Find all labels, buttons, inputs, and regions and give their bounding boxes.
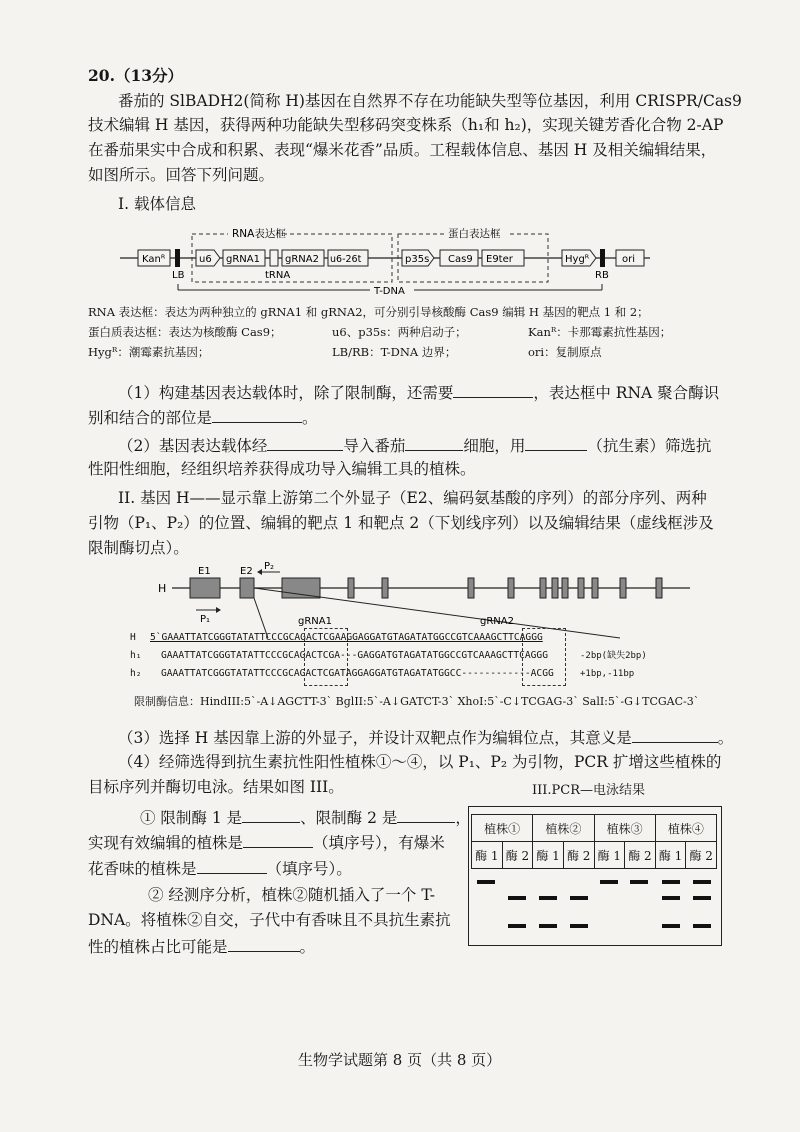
exon-13 — [620, 578, 626, 598]
intro-line-1: 番茄的 SlBADH2(简称 H)基因在自然界不存在功能缺失型等位基因，利用 CRISPR/Cas9 — [118, 92, 742, 110]
gel-band — [539, 924, 557, 928]
gel-band — [539, 896, 557, 900]
q4-sub1-line-3: 花香味的植株是 （填序号）。 — [88, 857, 352, 879]
lane-enzyme2: 酶 2 — [625, 842, 656, 869]
intro-line-3: 在番茄果实中合成和积累、表现“爆米花香”品质。工程载体信息、基因 H 及相关编辑结果， — [88, 141, 717, 159]
page-footer: 生物学试题第 8 页（共 8 页） — [298, 1051, 502, 1069]
protein-box-label: 蛋白表达框 — [448, 228, 501, 240]
legend-kan: Kanᴿ：卡那霉素抗性基因； — [528, 325, 672, 339]
exon-10 — [562, 578, 568, 598]
legend-hyg: Hygᴿ：潮霉素抗基因； — [88, 345, 210, 359]
q3-blank[interactable] — [632, 726, 718, 743]
site-box-2 — [522, 628, 566, 686]
q4-sub1-line-1: ① 限制酶 1 是 、限制酶 2 是 ， — [140, 806, 471, 828]
gel-band — [693, 896, 711, 900]
cas9-element: Cas9 — [448, 254, 473, 265]
ratio-blank[interactable] — [228, 935, 300, 952]
q4-line-1: （4）经筛选得到抗生素抗性阳性植株①～④，以 P₁、P₂ 为引物，PCR 扩增这些植株的 — [118, 753, 722, 771]
hyg-element: Hygᴿ — [565, 254, 590, 265]
edited-plants-blank[interactable] — [243, 831, 313, 848]
gel-band — [477, 880, 495, 884]
seq-label-h1: h₁ — [130, 650, 142, 661]
gel-band — [693, 880, 711, 884]
section1-title: I. 载体信息 — [118, 195, 196, 213]
legend-lb-rb: LB/RB：T-DNA 边界； — [332, 345, 457, 359]
exon-e2 — [240, 578, 254, 598]
grna1-element: gRNA1 — [226, 254, 260, 265]
intro-line-4: 如图所示。回答下列问题。 — [88, 166, 275, 184]
q2-line-1: （2）基因表达载体经 导入番茄 细胞，用 （抗生素）筛选抗 — [118, 434, 711, 456]
gel-band — [662, 924, 680, 928]
gel-band — [600, 880, 618, 884]
q1-blank-1[interactable] — [453, 381, 533, 398]
lane-enzyme1: 酶 1 — [472, 842, 503, 869]
plant-3-header: 植株③ — [594, 815, 655, 842]
gene-h-label: H — [158, 582, 167, 595]
aroma-plants-blank[interactable] — [197, 857, 267, 874]
e2-label: E2 — [240, 566, 253, 577]
plant-4-header: 植株④ — [655, 815, 716, 842]
rb-border-mark — [600, 249, 605, 267]
legend-ori: ori：复制原点 — [528, 345, 602, 359]
section2-line-2: 引物（P₁、P₂）的位置、编辑的靶点 1 和靶点 2（下划线序列）以及编辑结果（虚线框涉及 — [88, 514, 714, 532]
exon-12 — [592, 578, 598, 598]
gel-band — [662, 896, 680, 900]
gel-band — [693, 924, 711, 928]
seq-label-h2: h₂ — [130, 668, 142, 679]
e1-label: E1 — [198, 566, 211, 577]
lb-border-mark — [175, 249, 180, 267]
exon-7 — [508, 578, 514, 598]
exon-14 — [656, 578, 662, 598]
exon-5 — [382, 578, 388, 598]
trna-label: tRNA — [265, 270, 291, 281]
lane-enzyme2: 酶 2 — [686, 842, 717, 869]
q2-blank-3[interactable] — [525, 434, 587, 451]
legend-line-1: RNA 表达框：表达为两种独立的 gRNA1 和 gRNA2，可分别引导核酸酶 Cas9 编辑 H 基因的靶点 1 和 2； — [88, 305, 649, 319]
u6-26t-element: u6-26t — [330, 254, 362, 265]
seq-note-h1: -2bp(缺失2bp) — [580, 651, 647, 661]
exon-11 — [578, 578, 584, 598]
rb-label: RB — [595, 270, 609, 281]
q2-line-2: 性阳性细胞，经组织培养获得成功导入编辑工具的植株。 — [88, 460, 476, 478]
q2-blank-1[interactable] — [267, 434, 343, 451]
lane-enzyme2: 酶 2 — [502, 842, 533, 869]
enzyme-info: 限制酶信息：HindIII:5`-A↓AGCTT-3` BglII:5`-A↓GATCT-3` XhoI:5`-C↓TCGAG-3` SalI:5`-G↓TCGAC-3` — [134, 695, 700, 708]
q4-sub2-line-2: DNA。将植株②自交，子代中有香味且不具抗生素抗 — [88, 911, 451, 929]
q1-line-2: 别和结合的部位是 。 — [88, 406, 318, 428]
u6-element: u6 — [199, 254, 212, 265]
q4-sub2-line-1: ② 经测序分析，植株②随机插入了一个 T- — [148, 886, 435, 904]
gel-band — [508, 896, 526, 900]
e9ter-element: E9ter — [486, 254, 513, 265]
seq-label-h: H — [130, 632, 136, 643]
q1-line-1: （1）构建基因表达载体时，除了限制酶，还需要 ，表达框中 RNA 聚合酶识 — [118, 381, 719, 403]
gel-title: III.PCR—电泳结果 — [532, 783, 646, 798]
vector-diagram — [120, 218, 680, 298]
ori-element: ori — [622, 254, 636, 265]
q2-blank-2[interactable] — [405, 434, 463, 451]
section2-line-3: 限制酶切点）。 — [88, 539, 189, 557]
gel-band — [570, 924, 588, 928]
site-box-1 — [304, 628, 348, 686]
q4-line-2: 目标序列并酶切电泳。结果如图 III。 — [88, 778, 344, 796]
gel-band — [662, 880, 680, 884]
legend-protein-box: 蛋白质表达框：表达为核酸酶 Cas9； — [88, 325, 282, 339]
legend-promoters: u6、p35s：两种启动子； — [332, 325, 467, 339]
enzyme1-blank[interactable] — [242, 806, 300, 823]
seq-h1: GAAATTATCGGGTATATTCCCGCAGACTCGA---GAGGATGTAGATATGGCCGTCAAAGCTTCAGGG — [161, 650, 548, 661]
plant-2-header: 植株② — [533, 815, 594, 842]
grna1-label: gRNA1 — [298, 616, 332, 627]
exon-e1 — [190, 578, 220, 598]
intro-line-2: 技术编辑 H 基因，获得两种功能缺失型移码突变株系（h₁和 h₂)，实现关键芳香化合物 2-AP — [88, 116, 724, 134]
lb-label: LB — [172, 270, 185, 281]
lane-enzyme1: 酶 1 — [533, 842, 564, 869]
exon-8 — [540, 578, 546, 598]
exon-9 — [552, 578, 558, 598]
seq-h: 5`GAAATTATCGGGTATATTCCCGCAGACTCGAAGGAGGATGTAGATATGGCCGTCAAAGCTTCAGGG — [150, 632, 543, 643]
grna2-element: gRNA2 — [285, 254, 319, 265]
lane-enzyme1: 酶 1 — [594, 842, 625, 869]
rna-box-label: RNA表达框 — [232, 228, 286, 240]
question-number: 20.（13分） — [88, 66, 184, 85]
enzyme2-blank[interactable] — [397, 806, 455, 823]
exon-3 — [282, 578, 320, 598]
lane-enzyme2: 酶 2 — [563, 842, 594, 869]
gel-header-table — [471, 814, 717, 869]
kan-element: Kanᴿ — [142, 254, 166, 265]
gel-band — [630, 880, 648, 884]
lane-enzyme1: 酶 1 — [655, 842, 686, 869]
trna-element — [270, 250, 278, 266]
seq-note-h2: +1bp,-11bp — [580, 669, 635, 679]
gel-band — [570, 896, 588, 900]
exon-6 — [468, 578, 474, 598]
gel-band — [508, 924, 526, 928]
q4-sub2-line-3: 性的植株占比可能是 。 — [88, 935, 315, 957]
primer-p2-label: P₂ — [264, 561, 275, 572]
p35s-element: p35s — [405, 254, 430, 265]
plant-1-header: 植株① — [472, 815, 533, 842]
tdna-label: T-DNA — [374, 286, 405, 297]
seq-h2: GAAATTATCGGGTATATTCCCGCAGACTCGATAGGAGGATGTAGATATGGCC------------ACGG — [161, 668, 554, 679]
q4-sub1-line-2: 实现有效编辑的植株是 （填序号），有爆米 — [88, 831, 445, 853]
q3-line: （3）选择 H 基因靠上游的外显子，并设计双靶点作为编辑位点，其意义是 。 — [118, 726, 733, 748]
q1-blank-2[interactable] — [212, 406, 302, 423]
exon-4 — [348, 578, 354, 598]
section2-line-1: II. 基因 H——显示靠上游第二个外显子（E2、编码氨基酸的序列）的部分序列、两种 — [118, 489, 707, 507]
primer-p1-label: P₁ — [200, 614, 211, 625]
grna2-label: gRNA2 — [480, 616, 514, 627]
